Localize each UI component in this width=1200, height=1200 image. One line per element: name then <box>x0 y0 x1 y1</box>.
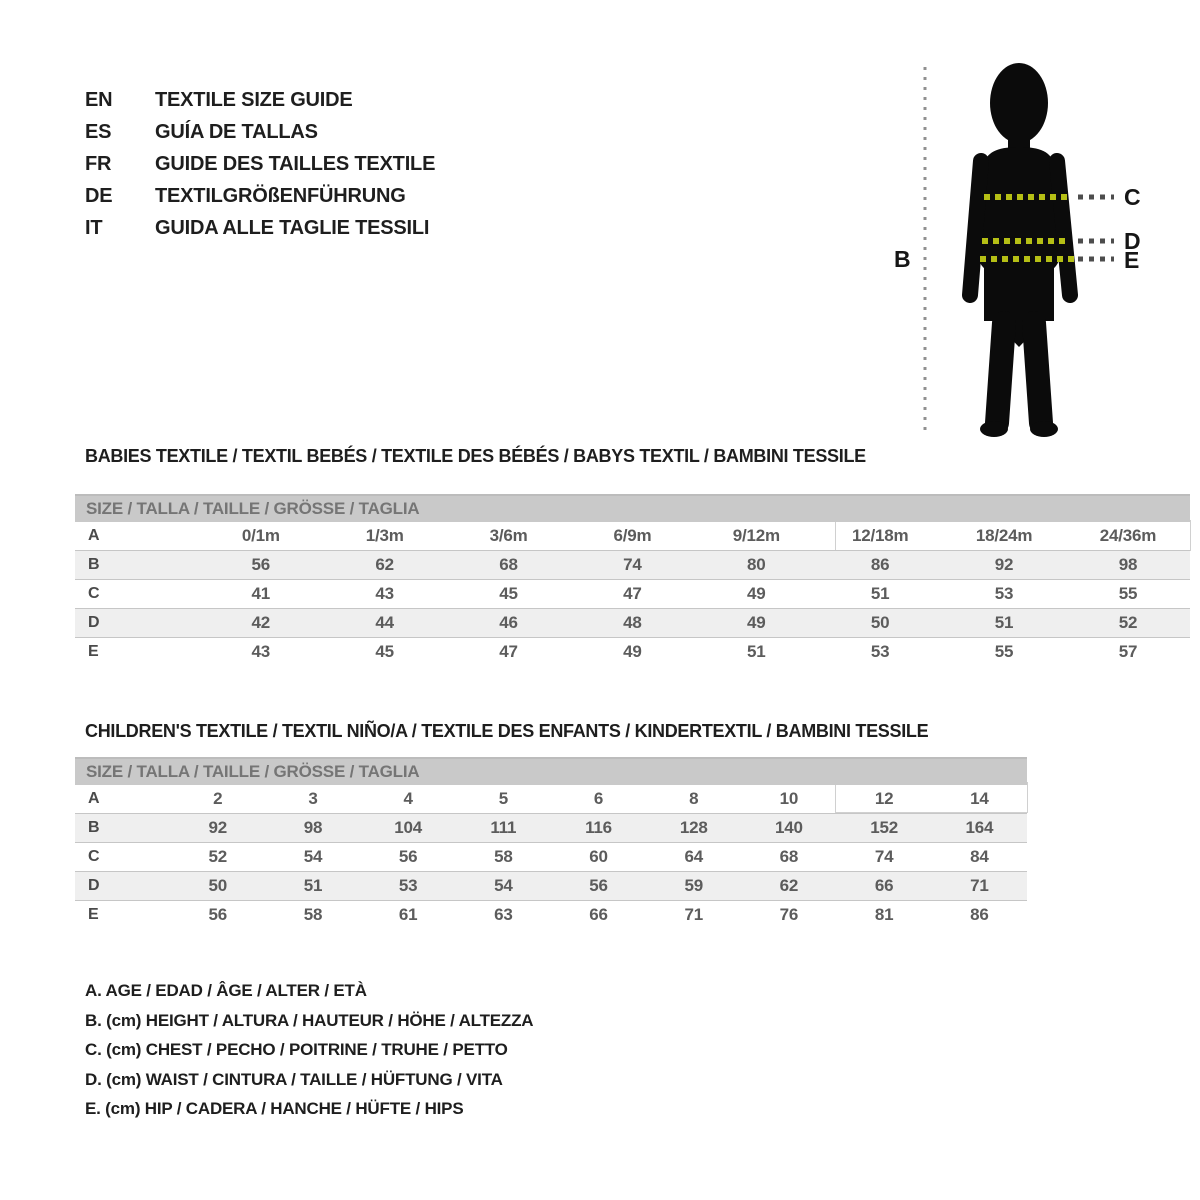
language-code: EN <box>85 88 113 111</box>
value-cell: 71 <box>932 872 1027 901</box>
value-cell: 60 <box>589 847 608 866</box>
column-header-cell: 24/36m <box>1099 526 1157 545</box>
table-row <box>75 551 1190 580</box>
language-code: DE <box>85 184 113 207</box>
column-header-cell: 3 <box>308 789 318 808</box>
language-row-de <box>85 180 435 212</box>
value-cell: 76 <box>779 905 799 924</box>
table-row <box>75 814 1027 843</box>
language-row-fr <box>85 148 435 180</box>
row-label-b: B <box>75 551 199 580</box>
value-cell: 47 <box>499 642 518 661</box>
value-cell: 41 <box>251 584 271 603</box>
value-cell: 53 <box>994 584 1014 603</box>
table-row <box>75 522 1190 551</box>
column-header-cell: 9/12m <box>732 526 780 545</box>
legend-height: B. (cm) HEIGHT / ALTURA / HAUTEUR / HÖHE / ALTEZZA <box>85 1010 534 1030</box>
column-header-cell: 3/6m <box>489 526 528 545</box>
column-header-cell: 12/18m <box>851 526 909 545</box>
value-cell: 49 <box>747 584 766 603</box>
value-cell: 48 <box>571 609 695 638</box>
language-list <box>85 84 435 244</box>
row-label-e: E <box>88 643 99 660</box>
value-cell: 51 <box>265 872 360 901</box>
chest-label: C <box>1124 184 1141 210</box>
value-cell: 54 <box>456 872 551 901</box>
row-label-a: A <box>88 527 100 544</box>
legend-age: A. AGE / EDAD / ÂGE / ALTER / ETÀ <box>85 981 367 1000</box>
legend-chest: C. (cm) CHEST / PECHO / POITRINE / TRUHE / PETTO <box>85 1040 508 1059</box>
value-cell: 49 <box>623 642 642 661</box>
value-cell: 57 <box>1118 642 1138 661</box>
size-header: SIZE / TALLA / TAILLE / GRÖSSE / TAGLIA <box>75 495 1190 522</box>
column-header-cell: 0/1m <box>241 526 280 545</box>
value-cell: 56 <box>199 551 323 580</box>
guide-title-fr: GUIDE DES TAILLES TEXTILE <box>155 152 436 175</box>
size-header-row <box>75 758 1027 785</box>
value-cell: 58 <box>494 847 513 866</box>
row-label-d: D <box>75 872 170 901</box>
child-silhouette-diagram <box>880 55 1180 450</box>
table-row <box>75 580 1190 609</box>
value-cell: 84 <box>970 847 989 866</box>
value-cell: 44 <box>323 609 447 638</box>
table-row <box>75 609 1190 638</box>
language-code: ES <box>85 120 112 143</box>
value-cell: 80 <box>694 551 818 580</box>
value-cell: 66 <box>837 872 932 901</box>
value-cell: 64 <box>684 847 703 866</box>
value-cell: 81 <box>874 905 894 924</box>
value-cell: 43 <box>251 642 271 661</box>
value-cell: 46 <box>447 609 571 638</box>
value-cell: 56 <box>208 905 228 924</box>
guide-title-it: GUIDA ALLE TAGLIE TESSILI <box>155 216 430 239</box>
value-cell: 51 <box>942 609 1066 638</box>
value-cell: 42 <box>199 609 323 638</box>
child-silhouette <box>970 63 1070 437</box>
value-cell: 55 <box>994 642 1014 661</box>
legend-waist: D. (cm) WAIST / CINTURA / TAILLE / HÜFTUNG / VITA <box>85 1069 503 1089</box>
row-label-b: B <box>75 814 170 843</box>
value-cell: 52 <box>208 847 228 866</box>
language-row-it <box>85 212 435 244</box>
column-header-cell: 4 <box>403 789 413 808</box>
value-cell: 58 <box>303 905 323 924</box>
value-cell: 45 <box>375 642 394 661</box>
row-label-c: C <box>88 848 100 865</box>
value-cell: 98 <box>1066 551 1190 580</box>
value-cell: 86 <box>818 551 942 580</box>
table-row <box>75 785 1027 814</box>
value-cell: 92 <box>942 551 1066 580</box>
value-cell: 50 <box>170 872 265 901</box>
value-cell: 92 <box>170 814 265 843</box>
value-cell: 56 <box>551 872 646 901</box>
children-size-table <box>75 757 1027 929</box>
waist-label: D <box>1124 228 1141 254</box>
value-cell: 45 <box>499 584 518 603</box>
row-label-c: C <box>88 585 100 602</box>
language-row-es <box>85 116 435 148</box>
column-header-cell: 8 <box>689 789 699 808</box>
legend-hip: E. (cm) HIP / CADERA / HANCHE / HÜFTE / HIPS <box>85 1099 464 1118</box>
value-cell: 86 <box>970 905 989 924</box>
size-header: SIZE / TALLA / TAILLE / GRÖSSE / TAGLIA <box>75 758 1027 785</box>
value-cell: 62 <box>741 872 836 901</box>
value-cell: 140 <box>741 814 836 843</box>
table-row <box>75 638 1190 667</box>
value-cell: 47 <box>623 584 642 603</box>
value-cell: 54 <box>303 847 323 866</box>
value-cell: 49 <box>694 609 818 638</box>
value-cell: 63 <box>494 905 513 924</box>
guide-title-de: TEXTILGRÖßENFÜHRUNG <box>155 184 406 207</box>
size-header-row <box>75 495 1190 522</box>
value-cell: 51 <box>747 642 766 661</box>
column-header-cell: 5 <box>498 789 508 808</box>
column-header-cell: 6/9m <box>613 526 652 545</box>
height-label: B <box>894 246 911 272</box>
row-label-a: A <box>88 790 100 807</box>
value-cell: 68 <box>779 847 799 866</box>
value-cell: 111 <box>456 814 551 843</box>
table-row <box>75 901 1027 930</box>
measurement-legend <box>85 976 533 1124</box>
value-cell: 74 <box>571 551 695 580</box>
babies-size-table <box>75 494 1190 666</box>
value-cell: 56 <box>398 847 418 866</box>
language-code: FR <box>85 152 112 175</box>
value-cell: 55 <box>1118 584 1138 603</box>
value-cell: 71 <box>684 905 703 924</box>
value-cell: 59 <box>646 872 741 901</box>
value-cell: 74 <box>874 847 894 866</box>
guide-title-es: GUÍA DE TALLAS <box>155 120 318 143</box>
value-cell: 164 <box>932 814 1027 843</box>
row-label-d: D <box>75 609 199 638</box>
value-cell: 98 <box>265 814 360 843</box>
column-header-cell: 18/24m <box>975 526 1033 545</box>
value-cell: 53 <box>361 872 456 901</box>
column-header-cell: 1/3m <box>365 526 404 545</box>
guide-title-en: TEXTILE SIZE GUIDE <box>155 88 353 111</box>
value-cell: 61 <box>398 905 418 924</box>
value-cell: 43 <box>375 584 394 603</box>
hip-label: E <box>1124 247 1140 273</box>
table-row <box>75 843 1027 872</box>
language-row-en <box>85 84 435 116</box>
value-cell: 50 <box>818 609 942 638</box>
value-cell: 62 <box>323 551 447 580</box>
value-cell: 116 <box>551 814 646 843</box>
children-section-title: CHILDREN'S TEXTILE / TEXTIL NIÑO/A / TEXTILE DES ENFANTS / KINDERTEXTIL / BAMBINI TESSILE <box>85 721 929 741</box>
value-cell: 53 <box>870 642 890 661</box>
column-header-cell: 2 <box>213 789 223 808</box>
value-cell: 104 <box>361 814 456 843</box>
column-header-cell: 10 <box>779 789 799 808</box>
value-cell: 66 <box>589 905 608 924</box>
value-cell: 52 <box>1066 609 1190 638</box>
babies-section-title: BABIES TEXTILE / TEXTIL BEBÉS / TEXTILE DES BÉBÉS / BABYS TEXTIL / BAMBINI TESSILE <box>85 446 866 466</box>
column-header-cell: 14 <box>970 789 989 808</box>
measurement-figure <box>880 55 1180 450</box>
row-label-e: E <box>88 906 99 923</box>
column-header-cell: 6 <box>593 789 604 808</box>
value-cell: 152 <box>837 814 932 843</box>
table-row <box>75 872 1027 901</box>
column-header-cell: 12 <box>874 789 894 808</box>
value-cell: 128 <box>646 814 741 843</box>
value-cell: 51 <box>870 584 890 603</box>
language-code: IT <box>85 216 103 239</box>
value-cell: 68 <box>447 551 571 580</box>
